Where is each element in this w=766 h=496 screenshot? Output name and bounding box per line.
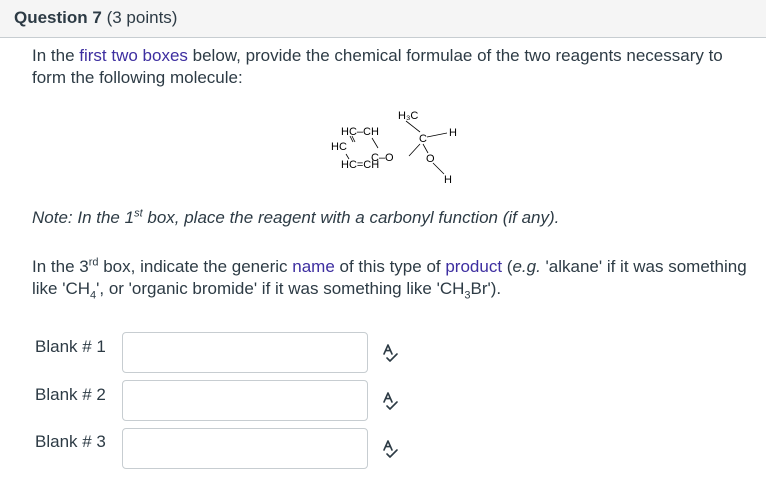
subscript: 3 [464, 289, 471, 302]
mol-o-lower: O [426, 153, 435, 165]
bond-ch [427, 133, 447, 137]
question-title [14, 8, 177, 28]
text: box [98, 257, 131, 276]
text: of this type of [334, 257, 446, 276]
text: box, place the reagent with a carbonyl function (if any). [142, 208, 560, 227]
highlight-product: product [445, 257, 503, 276]
superscript: rd [88, 256, 99, 269]
spellcheck-icon[interactable] [381, 391, 399, 411]
text-eg: e.g. [512, 257, 541, 276]
highlight-first-two-boxes: first two boxes [79, 46, 188, 65]
spellcheck-icon[interactable] [381, 439, 399, 459]
blank-2-input[interactable] [122, 380, 368, 421]
bond-oc [409, 144, 420, 156]
text: ', or 'organic bromide' if it was something like 'CH [96, 279, 465, 298]
text: In the [32, 46, 80, 65]
bond-co [423, 144, 428, 153]
question-header [0, 0, 766, 38]
spellcheck-icon[interactable] [381, 343, 399, 363]
highlight-name: name [292, 257, 335, 276]
blank-3-label: Blank # 3 [35, 432, 106, 451]
text: Note: In the 1 [32, 208, 135, 227]
instruction-paragraph-1 [32, 45, 752, 89]
bond-ch3 [406, 121, 420, 132]
text: In the 3 [32, 257, 89, 276]
mol-c-o: C–O [371, 152, 394, 164]
instruction-paragraph-2 [32, 256, 757, 300]
blank-2-label: Blank # 2 [35, 385, 106, 404]
subscript: 4 [90, 289, 97, 302]
text: 'alkane' if it was something like 'CH [32, 257, 747, 298]
mol-hc-left: HC [331, 141, 347, 153]
question-number: Question 7 [14, 8, 102, 27]
text: , indicate the generic [130, 257, 293, 276]
blank-1-input[interactable] [122, 332, 368, 373]
question-points: (3 points) [106, 8, 178, 27]
superscript: st [134, 207, 143, 220]
text: below, provide the chemical formulae of the two reagents necessary to form the following molecule: [32, 46, 723, 87]
note-paragraph [32, 207, 559, 229]
bond-oh [433, 163, 444, 174]
text: Br'). [470, 279, 502, 298]
molecule-structure [326, 104, 466, 186]
blank-3-input[interactable] [122, 428, 368, 469]
mol-hc-ch-bottom: HC=CH [341, 159, 380, 171]
mol-h-lower: H [444, 174, 452, 186]
mol-h3c: H₃C [398, 110, 419, 122]
mol-hc-ch-top: HC–CH [341, 126, 379, 138]
text: ( [502, 257, 513, 276]
bond-ring-b [372, 138, 378, 148]
mol-h-right: H [449, 127, 457, 139]
blank-1-label: Blank # 1 [35, 337, 106, 356]
mol-c-center: C [419, 133, 427, 145]
